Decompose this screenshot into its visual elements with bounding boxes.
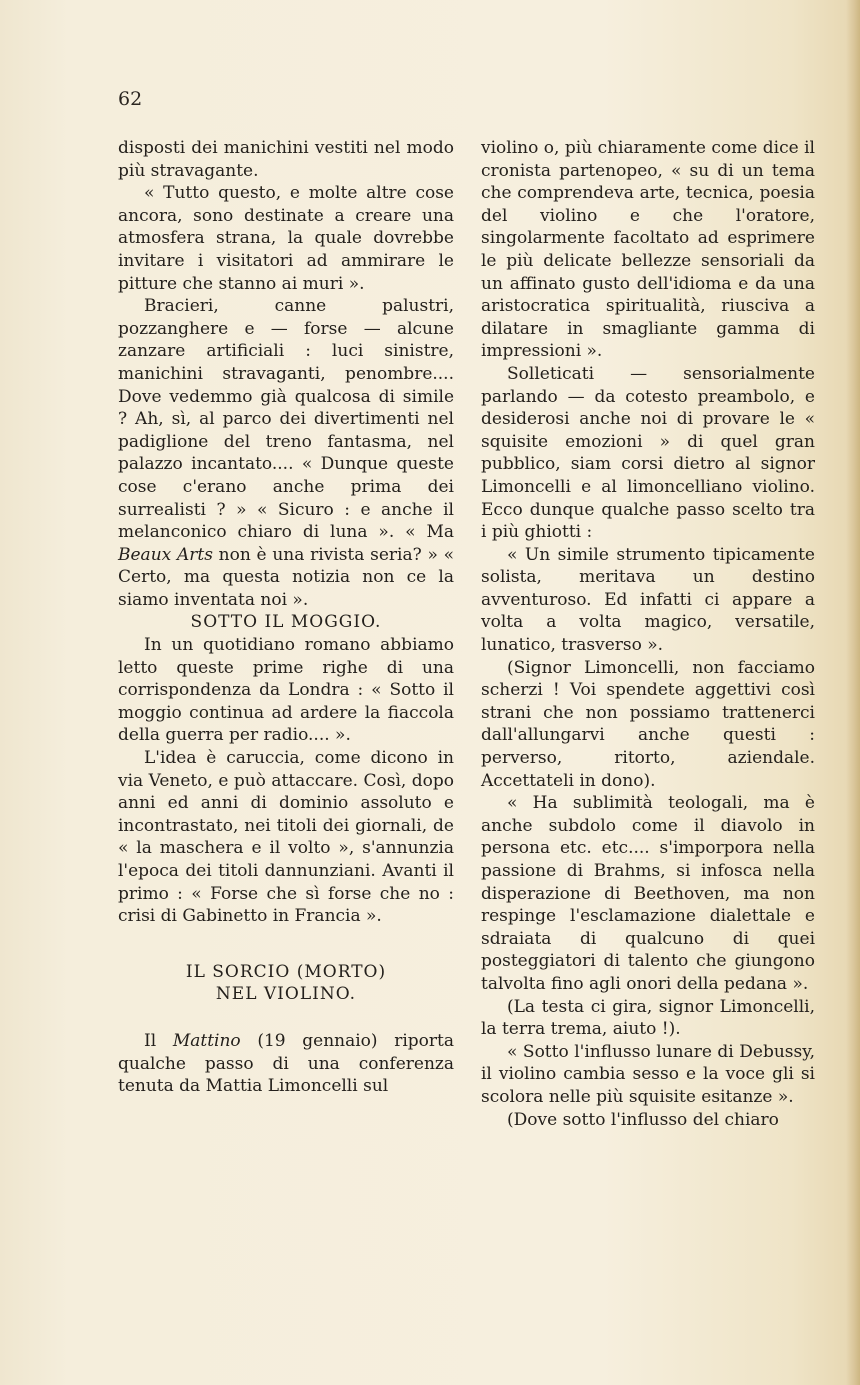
- page-number: 62: [118, 88, 143, 110]
- italic-title: Mattino: [172, 1030, 241, 1051]
- page-edge-shadow: [846, 0, 860, 1385]
- paragraph: (Dove sotto l'influsso del chiaro: [507, 1109, 779, 1130]
- text-run: Il: [144, 1030, 173, 1051]
- paragraph: (Signor Limoncelli, non facciamo scherzi ! Voi spendete aggettivi così strani che non possiamo trattenerci dall'allungarvi anche questi : perverso, ritorto, aziendale. Accettateli in dono).: [481, 657, 815, 791]
- paragraph: [118, 1030, 454, 1098]
- paragraph: « Sotto l'influsso lunare di Debussy, il violino cambia sesso e la voce gli si scolora nelle più squisite esitanze ».: [481, 1041, 815, 1107]
- left-column: [118, 137, 454, 1098]
- section-heading: SOTTO IL MOGGIO.: [190, 612, 382, 633]
- text-run: Bracieri, canne palustri, pozzanghere e — forse — alcune zanzare artificiali : luci sinistre, manichini stravaganti, penombre.... Dove vedemmo già qualcosa di simile ? Ah, sì, al parco dei divertimenti nel padiglione del treno fantasma, nel palazzo incantato.... « Dunque queste cose c'erano anche prima dei surrealisti ? » « Sicuro : e anche il melanconico chiaro di luna ». « Ma: [118, 296, 454, 543]
- text-run: non è una rivista seria? » « Certo, ma questa notizia non ce la siamo inventata noi ».: [118, 544, 454, 610]
- paragraph: violino o, più chiaramente come dice il cronista partenopeo, « su di un tema che comprendeva arte, tecnica, poesia del violino e che l'oratore, singolarmente facoltato ad esprimere le più delicate bellezze sensoriali da un affinato gusto dell'idioma e da una aristocratica spiritualità, riusciva a dilatare in smagliante gamma di impressioni ».: [481, 138, 815, 362]
- paragraph: disposti dei manichini vestiti nel modo più stravagante.: [118, 138, 454, 181]
- right-column: [481, 137, 815, 1131]
- italic-title: Beaux Arts: [118, 544, 213, 565]
- paragraph: « Tutto questo, e molte altre cose ancora, sono destinate a creare una atmosfera strana, la quale dovrebbe invitare i visitatori ad ammirare le pitture che stanno ai muri ».: [118, 183, 454, 294]
- paragraph: In un quotidiano romano abbiamo letto queste prime righe di una corrispondenza da Londra : « Sotto il moggio continua ad ardere la fiaccola della guerra per radio.... ».: [118, 635, 454, 746]
- paragraph: (La testa ci gira, signor Limoncelli, la terra trema, aiuto !).: [481, 996, 815, 1040]
- text-run: (19 gennaio) riporta qualche passo di una conferenza tenuta da Mattia Limoncelli sul: [118, 1030, 454, 1097]
- heading-line: IL SORCIO (MORTO): [185, 961, 387, 982]
- paragraph: « Un simile strumento tipicamente solista, meritava un destino avventuroso. Ed infatti ci appare a volta a volta magico, versatile, lunatico, trasverso ».: [481, 544, 815, 656]
- paragraph: « Ha sublimità teologali, ma è anche subdolo come il diavolo in persona etc. etc.... s'imporpora nella passione di Brahms, si infosca nella disperazione di Beethoven, ma non respinge l'esclamazione dialettale e sdraiata di qualcuno di quei posteggiatori di talento che giungono talvolta fino agli onori della pedana ».: [481, 793, 815, 994]
- section-heading: [118, 961, 454, 1006]
- heading-line: NEL VIOLINO.: [215, 984, 357, 1005]
- paragraph: [118, 295, 454, 611]
- paragraph: Solleticati — sensorialmente parlando — da cotesto preambolo, e desiderosi anche noi di provare le « squisite emozioni » di quel gran pubblico, siam corsi dietro al signor Limoncelli e al limoncelliano violino. Ecco dunque qualche passo scelto tra i più ghiotti :: [481, 363, 815, 543]
- paragraph: L'idea è caruccia, come dicono in via Veneto, e può attaccare. Così, dopo anni ed anni di dominio assoluto e incontrastato, nei titoli dei giornali, de « la maschera e il volto », s'annunzia l'epoca dei titoli dannunziani. Avanti il primo : « Forse che sì forse che no : crisi di Gabinetto in Francia ».: [118, 748, 454, 927]
